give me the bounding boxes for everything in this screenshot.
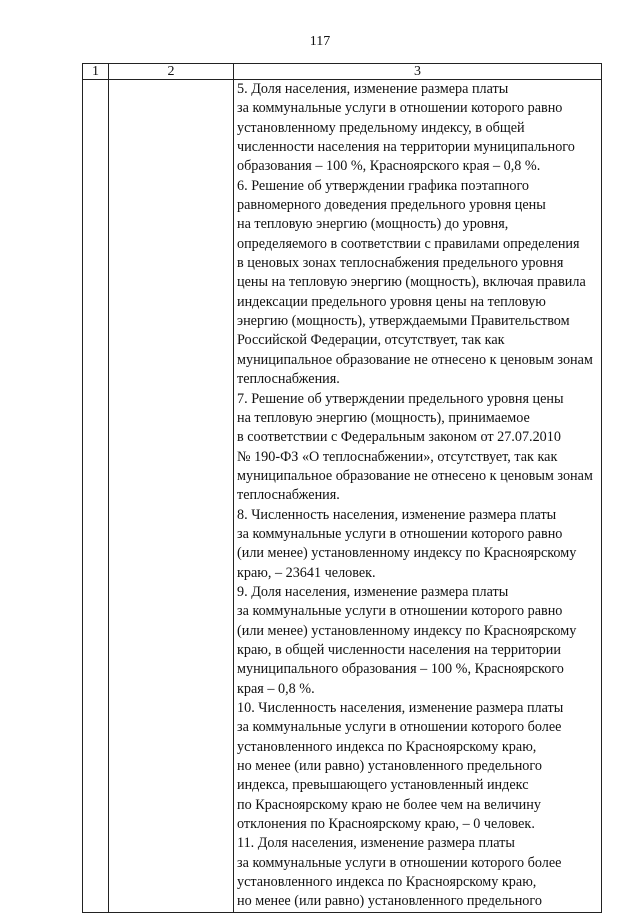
- table-header-row: [83, 64, 602, 80]
- text-line: численности населения на территории муниципального: [237, 139, 575, 156]
- text-line: за коммунальные услуги в отношении которого более: [237, 854, 562, 871]
- text-line: (или менее) установленному индексу по Красноярскому: [237, 622, 577, 639]
- table-body-row: [83, 80, 602, 913]
- text-line: индексации предельного уровня цены на тепловую: [237, 293, 546, 310]
- text-line: за коммунальные услуги в отношении которого равно: [237, 100, 563, 117]
- text-line: края – 0,8 %.: [237, 680, 315, 697]
- text-line: муниципальное образование не отнесено к ценовым зонам: [237, 467, 593, 484]
- text-line: муниципального образования – 100 %, Красноярского: [237, 661, 564, 678]
- text-line: 9. Доля населения, изменение размера платы: [237, 583, 509, 600]
- text-line: Российской Федерации, отсутствует, так как: [237, 332, 505, 349]
- text-line: муниципальное образование не отнесено к ценовым зонам: [237, 351, 593, 368]
- text-line: установленного индекса по Красноярскому краю,: [237, 738, 537, 755]
- text-line: теплоснабжения.: [237, 487, 340, 504]
- column-header-3: 3: [234, 64, 602, 80]
- text-line: цены на тепловую энергию (мощность), включая правила: [237, 274, 586, 291]
- text-line: установленному предельному индексу, в общей: [237, 119, 525, 136]
- column-2-cell: [109, 80, 234, 913]
- text-line: но менее (или равно) установленного предельного: [237, 893, 542, 910]
- text-line: энергию (мощность), утверждаемыми Правительством: [237, 313, 570, 330]
- text-line: теплоснабжения.: [237, 371, 340, 388]
- column-header-2: 2: [109, 64, 234, 80]
- page-number: 117: [309, 34, 331, 49]
- text-line: определяемого в соответствии с правилами определения: [237, 235, 580, 252]
- text-line: 6. Решение об утверждении графика поэтапного: [237, 177, 530, 194]
- text-line: краю, в общей численности населения на территории: [237, 641, 561, 658]
- text-line: в ценовых зонах теплоснабжения предельного уровня: [237, 255, 564, 272]
- text-line: в соответствии с Федеральным законом от 27.07.2010: [237, 429, 561, 446]
- text-line: равномерного доведения предельного уровня цены: [237, 197, 546, 214]
- text-line: но менее (или равно) установленного предельного: [237, 758, 542, 775]
- column-3-cell: [234, 80, 602, 913]
- text-line: за коммунальные услуги в отношении которого равно: [237, 603, 563, 620]
- text-line: по Красноярскому краю не более чем на величину: [237, 796, 541, 813]
- column-1-cell: [83, 80, 109, 913]
- text-line: на тепловую энергию (мощность), принимаемое: [237, 409, 530, 426]
- text-line: (или менее) установленному индексу по Красноярскому: [237, 545, 577, 562]
- text-line: 5. Доля населения, изменение размера платы: [237, 81, 509, 97]
- text-line: 7. Решение об утверждении предельного уровня цены: [237, 390, 564, 407]
- text-line: 11. Доля населения, изменение размера платы: [237, 835, 515, 852]
- column-header-1: 1: [83, 64, 109, 80]
- text-line: образования – 100 %, Красноярского края – 0,8 %.: [237, 158, 541, 175]
- text-line: 8. Численность населения, изменение размера платы: [237, 506, 557, 523]
- text-line: 10. Численность населения, изменение размера платы: [237, 700, 564, 716]
- text-line: за коммунальные услуги в отношении которого равно: [237, 525, 563, 542]
- text-line: отклонения по Красноярскому краю, – 0 человек.: [237, 816, 535, 833]
- content-table: [82, 63, 602, 913]
- text-line: установленного индекса по Красноярскому краю,: [237, 874, 537, 891]
- text-line: на тепловую энергию (мощность) до уровня,: [237, 216, 509, 233]
- text-line: № 190-ФЗ «О теплоснабжении», отсутствует, так как: [237, 448, 558, 465]
- text-line: за коммунальные услуги в отношении которого более: [237, 719, 562, 736]
- text-line: индекса, превышающего установленный индекс: [237, 777, 529, 794]
- text-line: краю, – 23641 человек.: [237, 564, 376, 581]
